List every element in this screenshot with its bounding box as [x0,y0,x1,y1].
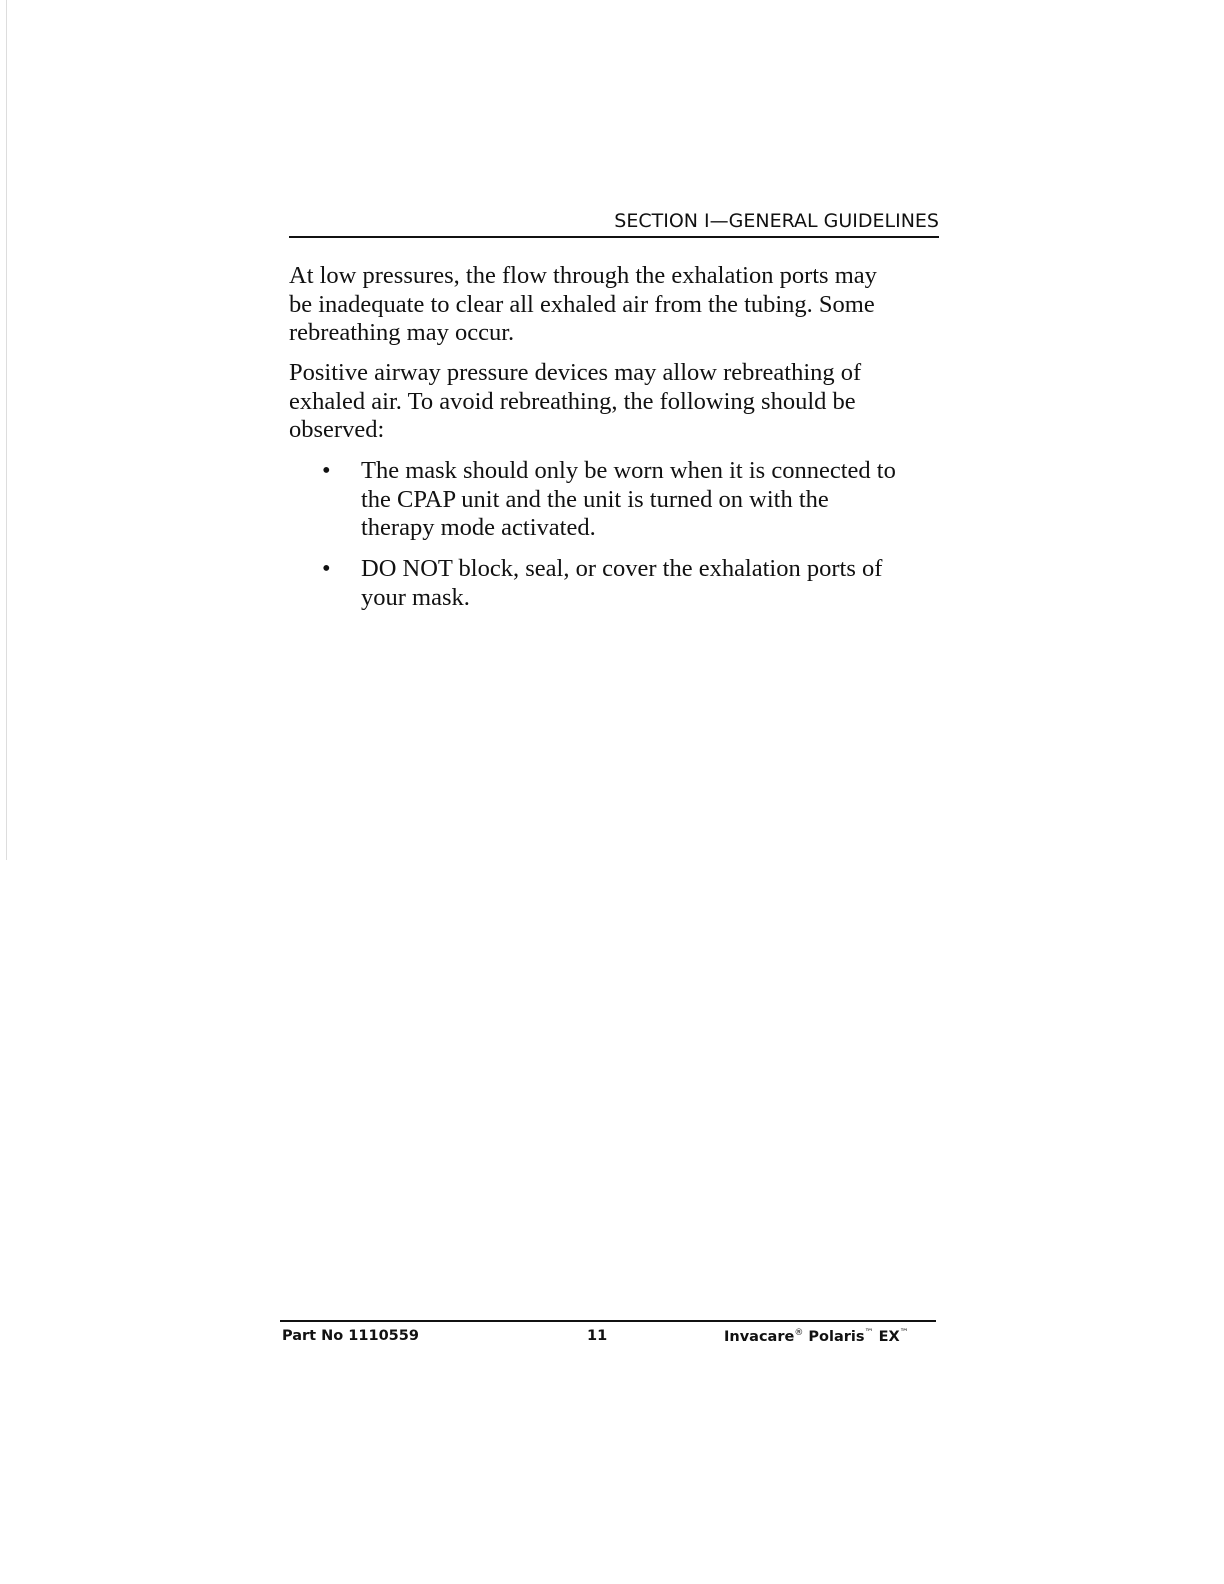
scan-edge [6,0,7,860]
footer-rule [280,1320,936,1322]
section-header [289,208,939,238]
text-line: The mask should only be worn when it is connected to [361,457,896,484]
product-name: Polaris [808,1329,865,1345]
text-line: DO NOT block, seal, or cover the exhalation ports of [361,555,883,582]
trademark: ™ [864,1328,874,1338]
bullet-icon: • [322,457,331,484]
footer-page-number: 11 [587,1328,608,1344]
footer-part-number: Part No 1110559 [282,1328,419,1344]
section-title: SECTION I—GENERAL GUIDELINES [614,210,939,232]
text-line: rebreathing may occur. [289,319,515,346]
trademark: ™ [899,1328,909,1338]
model-name: EX [878,1329,900,1345]
paragraph-rebreathing [289,359,949,445]
text-line: observed: [289,416,385,443]
paragraph-low-pressure [289,262,949,348]
registered-mark: ® [794,1328,804,1338]
text-line: the CPAP unit and the unit is turned on with the [361,485,829,513]
text-line: be inadequate to clear all exhaled air from the tubing. Some [289,290,875,318]
bullet-icon: • [322,555,331,582]
text-line: therapy mode activated. [361,514,596,541]
brand-name: Invacare [724,1329,795,1345]
text-line: Positive airway pressure devices may allow rebreathing of [289,359,862,386]
text-line: your mask. [361,583,470,611]
text-line: exhaled air. To avoid rebreathing, the following should be [289,387,856,415]
text-line: At low pressures, the flow through the exhalation ports may [289,262,877,289]
footer-brand [724,1328,909,1345]
